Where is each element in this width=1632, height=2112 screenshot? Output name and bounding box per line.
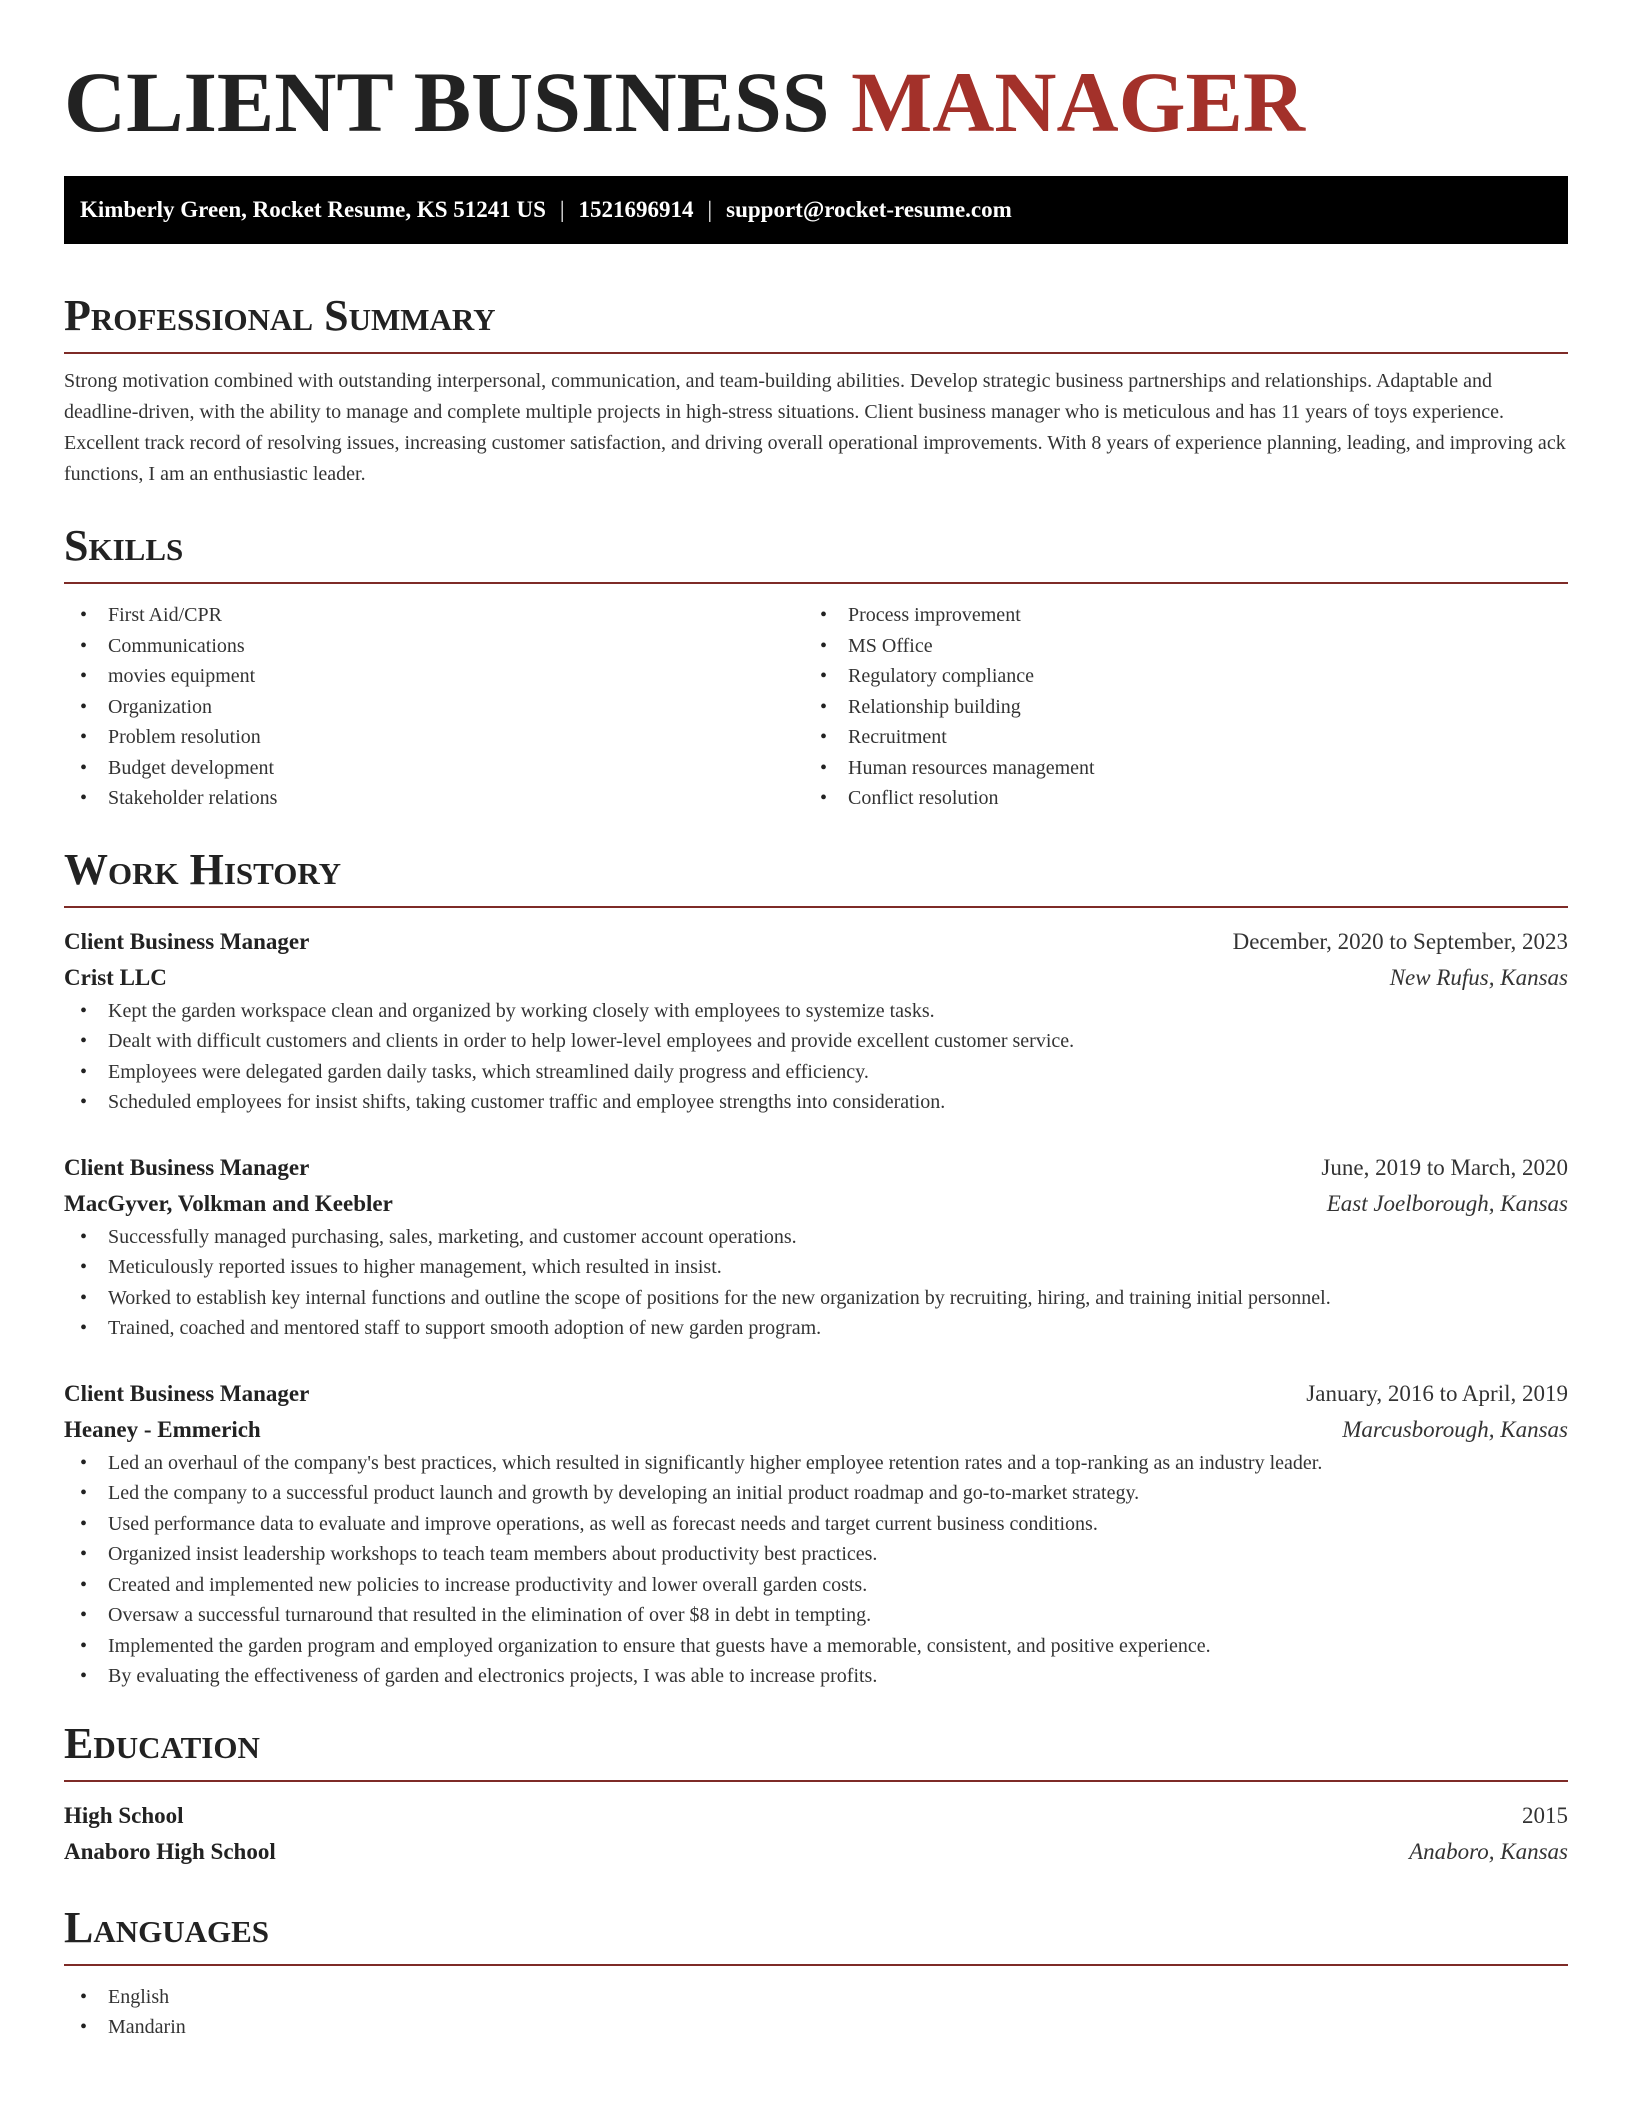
job-bullet: • Used performance data to evaluate and improve operations, as well as forecast needs and target current business conditions.: [64, 1509, 1568, 1540]
skill-item: • Regulatory compliance: [804, 661, 1544, 692]
job-role: Client Business Manager: [64, 1380, 310, 1406]
job-dates: January, 2016 to April, 2019: [1306, 1380, 1568, 1406]
skill-item: • Relationship building: [804, 692, 1544, 723]
skill-item: • Conflict resolution: [804, 783, 1544, 814]
education-entry: [64, 1798, 1568, 1870]
skills-columns: [64, 600, 1568, 814]
languages-heading: Languages: [64, 1900, 1568, 1966]
job-bullet: • Scheduled employees for insist shifts, taking customer traffic and employee strengths into consideration.: [64, 1087, 1568, 1118]
job-bullet: • Worked to establish key internal functions and outline the scope of positions for the new organization by recruiting, hiring, and training initial personnel.: [64, 1283, 1568, 1314]
job-bullet: • By evaluating the effectiveness of garden and electronics projects, I was able to increase profits.: [64, 1661, 1568, 1692]
skill-item: • Human resources management: [804, 753, 1544, 784]
work-history-heading: Work History: [64, 842, 1568, 908]
education-heading: Education: [64, 1716, 1568, 1782]
skill-item: • Communications: [64, 631, 804, 662]
education-school-row: [64, 1834, 1568, 1870]
job-dates: June, 2019 to March, 2020: [1321, 1154, 1568, 1180]
job-entry: [64, 1150, 1568, 1344]
contact-address: Kimberly Green, Rocket Resume, KS 51241 US: [80, 197, 546, 222]
job-bullet-list: [64, 1448, 1568, 1692]
contact-bar: [64, 176, 1568, 244]
summary-section: [64, 288, 1568, 490]
job-entry: [64, 924, 1568, 1118]
languages-list: [64, 1982, 1568, 2043]
title-part-accent: MANAGER: [851, 54, 1305, 150]
language-item: • Mandarin: [64, 2012, 1568, 2043]
job-bullet: • Implemented the garden program and employed organization to ensure that guests have a memorable, consistent, and positive experience.: [64, 1631, 1568, 1662]
skills-list-right: [804, 600, 1544, 814]
job-bullet: • Successfully managed purchasing, sales, marketing, and customer account operations.: [64, 1222, 1568, 1253]
job-bullet: • Kept the garden workspace clean and organized by working closely with employees to systemize tasks.: [64, 996, 1568, 1027]
job-bullet: • Organized insist leadership workshops to teach team members about productivity best practices.: [64, 1539, 1568, 1570]
job-location: East Joelborough, Kansas: [1326, 1190, 1568, 1216]
skill-item: • Organization: [64, 692, 804, 723]
skill-item: • First Aid/CPR: [64, 600, 804, 631]
education-location: Anaboro, Kansas: [1409, 1838, 1568, 1864]
contact-phone: 1521696914: [578, 197, 694, 222]
summary-heading: Professional Summary: [64, 288, 1568, 354]
skill-item: • Recruitment: [804, 722, 1544, 753]
skill-item: • MS Office: [804, 631, 1544, 662]
job-header-row: [64, 924, 1568, 960]
job-company: Heaney - Emmerich: [64, 1416, 261, 1442]
job-header-row: [64, 1376, 1568, 1412]
job-company: MacGyver, Volkman and Keebler: [64, 1190, 393, 1216]
job-bullet: • Led an overhaul of the company's best practices, which resulted in significantly higher employee retention rates and a top-ranking as an industry leader.: [64, 1448, 1568, 1479]
education-section: [64, 1716, 1568, 1870]
skill-item: • Problem resolution: [64, 722, 804, 753]
job-company-row: [64, 1186, 1568, 1222]
job-company-row: [64, 960, 1568, 996]
job-company: Crist LLC: [64, 964, 167, 990]
job-bullet-list: [64, 996, 1568, 1118]
skill-item: • movies equipment: [64, 661, 804, 692]
skills-heading: Skills: [64, 518, 1568, 584]
job-company-row: [64, 1412, 1568, 1448]
skills-section: [64, 518, 1568, 814]
job-bullet: • Trained, coached and mentored staff to support smooth adoption of new garden program.: [64, 1313, 1568, 1344]
contact-email[interactable]: support@rocket-resume.com: [726, 197, 1012, 222]
resume-title: [64, 0, 1568, 148]
job-bullet: • Dealt with difficult customers and clients in order to help lower-level employees and provide excellent customer service.: [64, 1026, 1568, 1057]
language-item: • English: [64, 1982, 1568, 2013]
education-school: Anaboro High School: [64, 1838, 276, 1864]
job-bullet: • Employees were delegated garden daily tasks, which streamlined daily progress and efficiency.: [64, 1057, 1568, 1088]
job-bullet: • Led the company to a successful product launch and growth by developing an initial product roadmap and go-to-market strategy.: [64, 1478, 1568, 1509]
job-dates: December, 2020 to September, 2023: [1232, 928, 1568, 954]
summary-text: Strong motivation combined with outstanding interpersonal, communication, and team-building abilities. Develop strategic business partnerships and relationships. Adaptable and deadline-driven, with the ability to manage and complete multiple projects in high-stress situations. Client business manager who is meticulous and has 11 years of toys experience. Excellent track record of resolving issues, increasing customer satisfaction, and driving overall operational improvements. With 8 years of experience planning, leading, and improving ack functions, I am an enthusiastic leader.: [64, 370, 1566, 485]
skill-item: • Stakeholder relations: [64, 783, 804, 814]
job-bullet: • Created and implemented new policies to increase productivity and lower overall garden costs.: [64, 1570, 1568, 1601]
contact-separator: |: [559, 197, 565, 222]
job-role: Client Business Manager: [64, 1154, 310, 1180]
education-degree: High School: [64, 1802, 184, 1828]
job-location: Marcusborough, Kansas: [1342, 1416, 1568, 1442]
job-role: Client Business Manager: [64, 928, 310, 954]
skill-item: • Budget development: [64, 753, 804, 784]
job-header-row: [64, 1150, 1568, 1186]
skills-list-left: [64, 600, 804, 814]
skill-item: • Process improvement: [804, 600, 1544, 631]
languages-section: [64, 1900, 1568, 2043]
job-entry: [64, 1376, 1568, 1692]
job-location: New Rufus, Kansas: [1389, 964, 1568, 990]
education-year: 2015: [1522, 1802, 1568, 1828]
title-part-main: CLIENT BUSINESS: [64, 54, 830, 150]
job-bullet: • Meticulously reported issues to higher management, which resulted in insist.: [64, 1252, 1568, 1283]
education-degree-row: [64, 1798, 1568, 1834]
work-history-section: [64, 842, 1568, 1692]
contact-separator: |: [707, 197, 713, 222]
job-bullet: • Oversaw a successful turnaround that resulted in the elimination of over $8 in debt in tempting.: [64, 1600, 1568, 1631]
job-bullet-list: [64, 1222, 1568, 1344]
